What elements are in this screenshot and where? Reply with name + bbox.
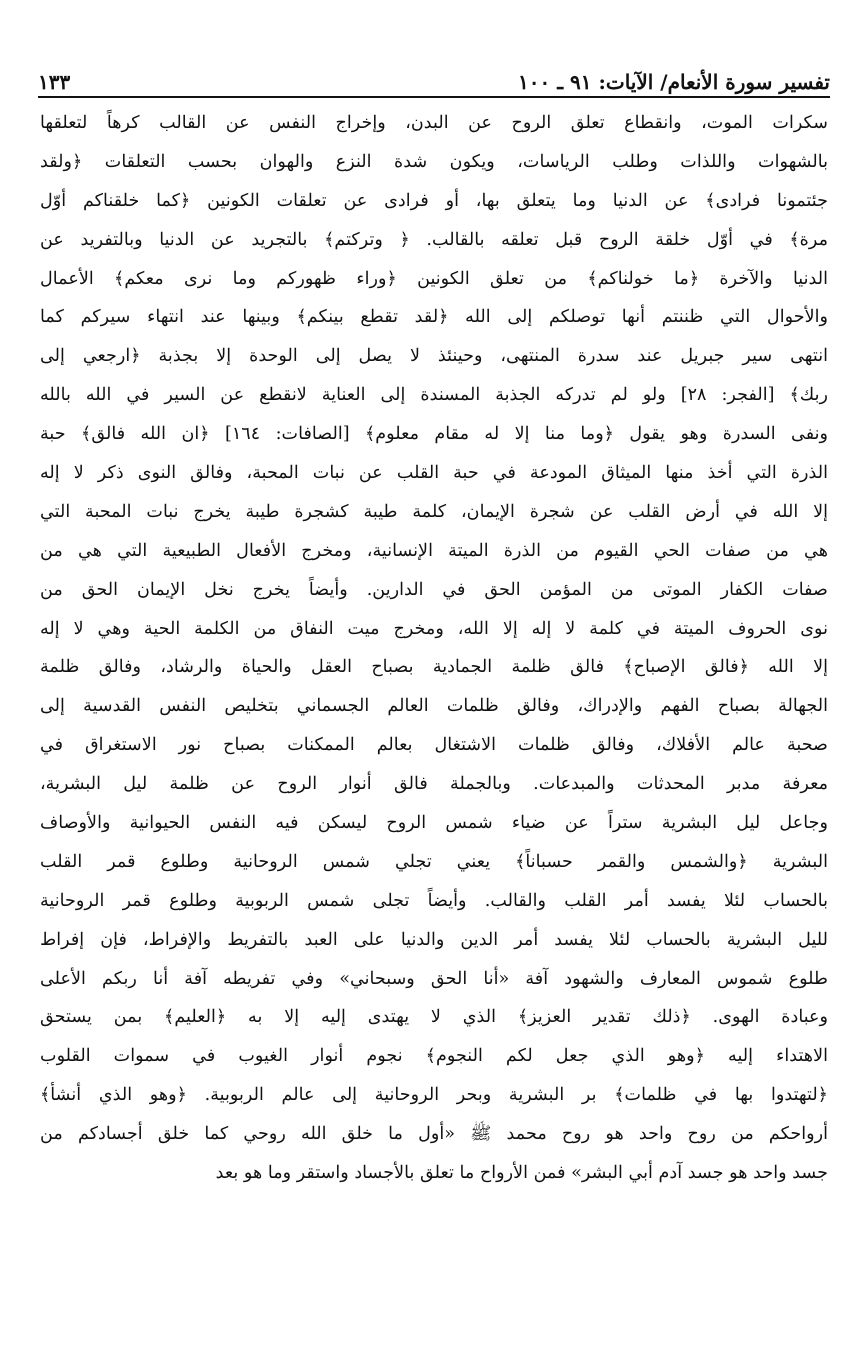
page-number: ١٣٣ bbox=[38, 70, 71, 94]
text-line: ونفى السدرة وهو يقول ﴿وما منا إلا له مقام معلوم﴾ [الصافات: ١٦٤] ﴿ان الله فالق﴾ حبة bbox=[40, 424, 828, 445]
text-line: ﴿لتهتدوا بها في ظلمات﴾ بر البشرية وبحر الروحانية إلى عالم الربوبية. ﴿وهو الذي أنشأ﴾ bbox=[40, 1085, 828, 1106]
text-line: مرة﴾ في أوّل خلقة الروح قبل تعلقه بالقالب. ﴿ وتركتم﴾ بالتجريد عن الدنيا وبالتفريد عن bbox=[40, 229, 828, 250]
text-line: إلا الله في أرض القلب عن شجرة الإيمان، كلمة طيبة كشجرة طيبة يخرج نبات المحبة التي bbox=[40, 501, 828, 522]
text-line: لليل البشرية بالحساب لئلا يفسد أمر الدين والدنيا على العبد بالتفريط والإفراط، فإن إفراط bbox=[40, 929, 828, 950]
text-line: طلوع شموس المعارف والشهود آفة «أنا الحق وسبحاني» وفي تفريطه آفة أنا ربكم الأعلى bbox=[40, 968, 828, 989]
text-line: انتهى سير جبريل عند سدرة المنتهى، وحينئذ لا يصل إلى الوحدة إلا بجذبة ﴿ارجعي إلى bbox=[40, 346, 828, 367]
text-line: هي من صفات الحي القيوم من الذرة الميتة الإنسانية، ومخرج الأفعال الطبيعية التي هي من bbox=[40, 540, 828, 561]
running-title: تفسير سورة الأنعام/ الآيات: ٩١ ـ ١٠٠ bbox=[518, 70, 830, 94]
text-line: ربك﴾ [الفجر: ٢٨] ولو لم تدركه الجذبة المسندة إلى العناية لانقطع عن السير في الله بالله bbox=[40, 385, 828, 406]
text-line: بالحساب لئلا يفسد أمر القلب والقالب. وأيضاً تجلى شمس الربوبية وطلوع قمر الروحانية bbox=[40, 890, 828, 911]
text-line: جئتمونا فرادى﴾ عن الدنيا وما يتعلق بها، أو فرادى عن تعلقات الكونين ﴿كما خلقناكم أوّل bbox=[40, 190, 828, 211]
text-line: أرواحكم من روح واحد هو روح محمد ﷺ «أول ما خلق الله روحي كما خلق أجسادكم من bbox=[40, 1124, 828, 1145]
text-line: الجهالة بصباح الفهم والإدراك، وفالق ظلمات العالم الجسماني بتخليص النفس القدسية إلى bbox=[40, 696, 828, 717]
text-line: صحبة عالم الأفلاك، وفالق ظلمات الاشتغال بعالم الممكنات بصباح نور الاستغراق في bbox=[40, 735, 828, 756]
text-line: وجاعل ليل البشرية ستراً عن ضياء شمس الروح ليسكن فيه النفس الحيوانية والأوصاف bbox=[40, 813, 828, 834]
text-line: صفات الكفار الموتى من المؤمن الحق في الدارين. وأيضاً يخرج نخل الإيمان الحق من bbox=[40, 579, 828, 600]
text-line: الدنيا والآخرة ﴿ما خولناكم﴾ من تعلق الكونين ﴿وراء ظهوركم وما نرى معكم﴾ الأعمال bbox=[40, 268, 828, 289]
text-line: نوى الحروف الميتة في كلمة لا إله إلا الله، ومخرج ميت النفاق من الكلمة الحية وهي لا إله bbox=[40, 618, 828, 639]
text-line: بالشهوات واللذات وطلب الرياسات، ويكون شدة النزع والهوان بحسب التعلقات ﴿ولقد bbox=[40, 151, 828, 172]
text-line: جسد واحد هو جسد آدم أبي البشر» فمن الأرواح ما تعلق بالأجساد واستقر وما هو بعد bbox=[215, 1163, 828, 1184]
text-line: معرفة مدبر المحدثات والمبدعات. وبالجملة فالق أنوار الروح عن ظلمة ليل البشرية، bbox=[40, 774, 828, 795]
page-header bbox=[38, 56, 830, 94]
text-line: وعبادة الهوى. ﴿ذلك تقدير العزيز﴾ الذي لا يهتدى إليه إلا به ﴿العليم﴾ بمن يستحق bbox=[40, 1007, 828, 1028]
text-line: إلا الله ﴿فالق الإصباح﴾ فالق ظلمة الجمادية بصباح العقل والحياة والرشاد، وفالق ظلمة bbox=[40, 657, 828, 678]
commentary-text bbox=[40, 104, 828, 1193]
text-line: الاهتداء إليه ﴿وهو الذي جعل لكم النجوم﴾ نجوم أنوار الغيوب في سموات القلوب bbox=[40, 1046, 828, 1067]
text-line: والأحوال التي ظننتم أنها توصلكم إلى الله ﴿لقد تقطع بينكم﴾ وبينها عند انتهاء سيركم كما bbox=[40, 307, 828, 328]
text-line: سكرات الموت، وانقطاع تعلق الروح عن البدن، وإخراج النفس عن القالب كرهاً لتعلقها bbox=[40, 113, 828, 133]
header-divider bbox=[38, 96, 830, 98]
text-line: الذرة التي أخذ منها الميثاق المودعة في حبة القلب عن نبات المحبة، وفالق النوى ذكر لا إله bbox=[40, 463, 828, 484]
text-line: البشرية ﴿والشمس والقمر حسباناً﴾ يعني تجلي شمس الروحانية وطلوع قمر القلب bbox=[40, 851, 828, 872]
